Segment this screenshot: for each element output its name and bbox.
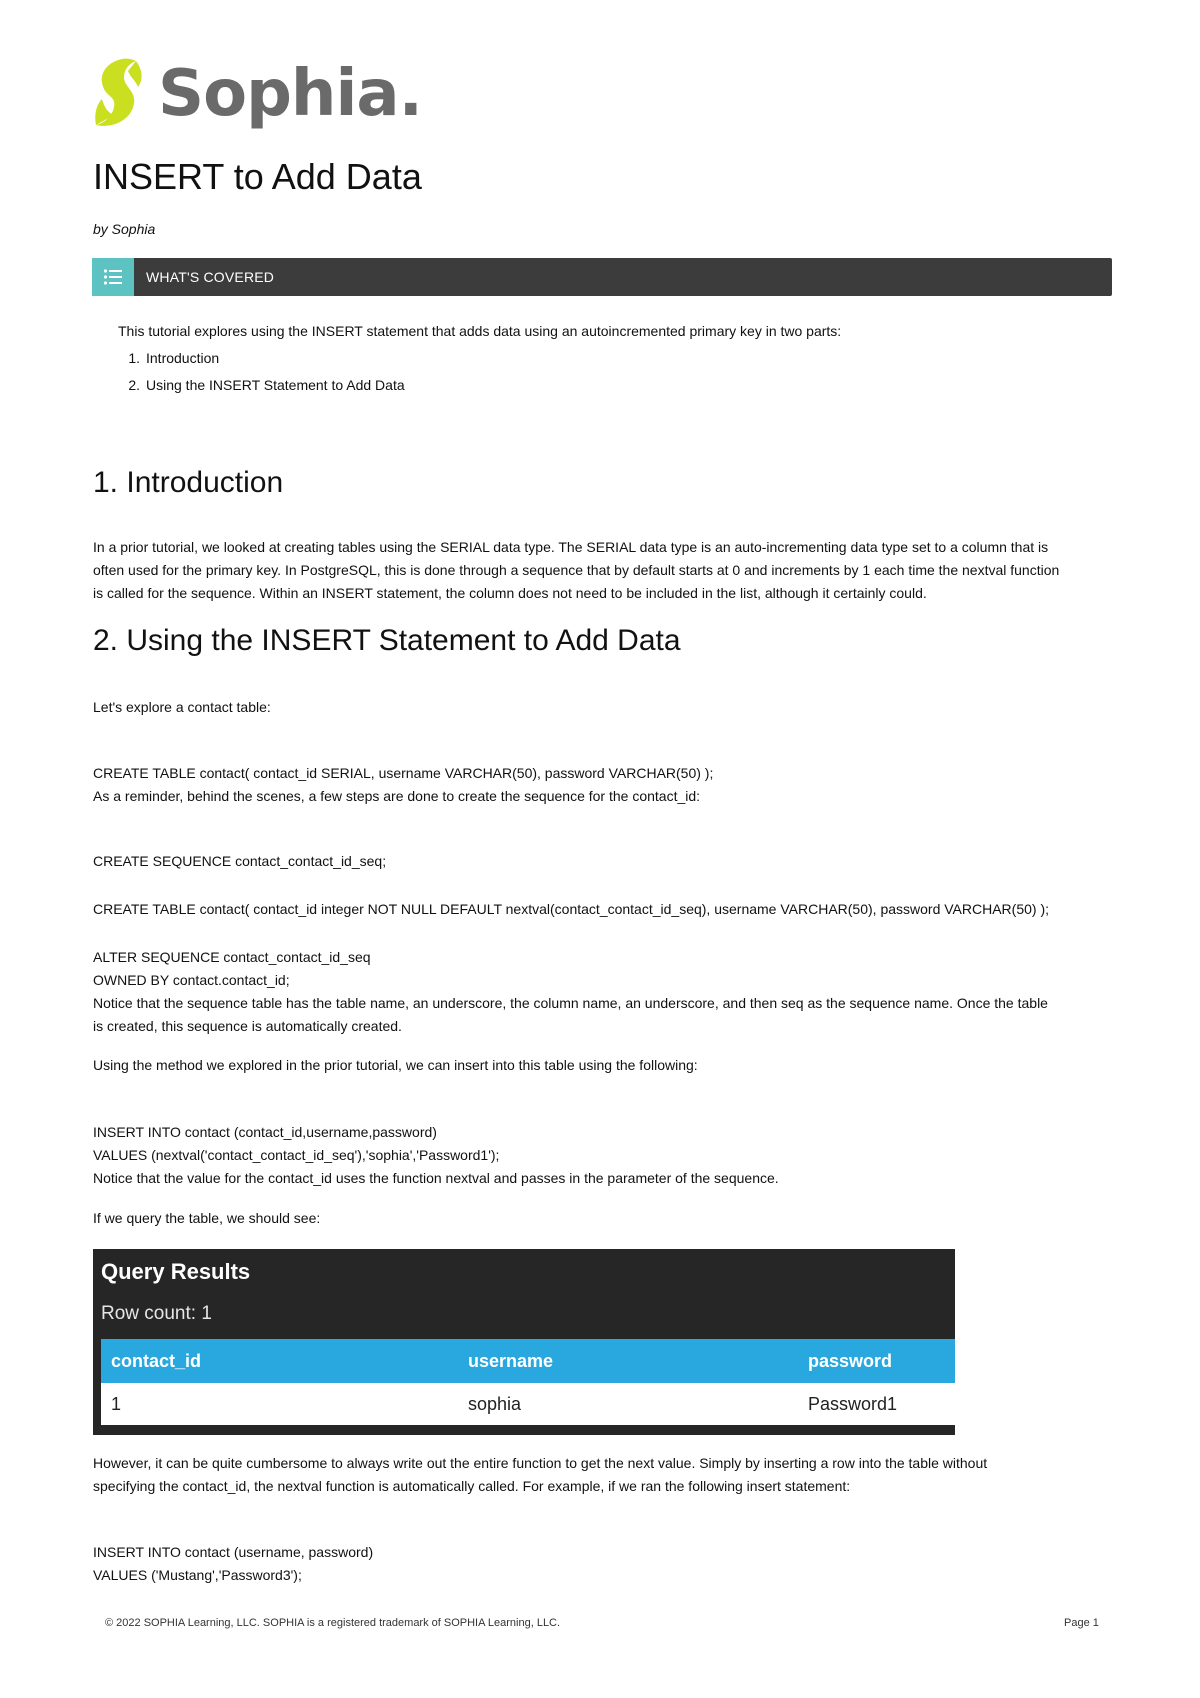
covered-intro: This tutorial explores using the INSERT statement that adds data using an autoincremented primary key in two parts: <box>118 323 842 339</box>
sophia-logo <box>92 54 422 134</box>
row-count: Row count: 1 <box>101 1303 212 1324</box>
column-header-username: username <box>458 1339 798 1383</box>
notice-sequence-text: Notice that the sequence table has the table name, an underscore, the column name, an underscore, and then seq as the sequence name. Once the table is created, this sequence is automatically created. <box>93 995 1048 1034</box>
column-header-password: password <box>798 1339 955 1383</box>
code-values-nextval: VALUES (nextval('contact_contact_id_seq'),'sophia','Password1'); <box>93 1147 500 1163</box>
whats-covered-bar <box>92 258 1112 296</box>
section-heading-introduction: 1. Introduction <box>93 466 284 499</box>
list-item: 1. Introduction <box>128 350 220 366</box>
covered-list <box>118 350 405 404</box>
column-header-contact-id: contact_id <box>101 1339 458 1383</box>
table-header-row <box>101 1339 955 1383</box>
query-results-panel <box>93 1249 955 1435</box>
code-create-sequence: CREATE SEQUENCE contact_contact_id_seq; <box>93 853 387 869</box>
however-paragraph: However, it can be quite cumbersome to always write out the entire function to get the next value. Simply by inserting a row into the table without specifying the contact_id, the nextval function is automatically called. For example, if we ran the following insert statement: <box>93 1455 988 1494</box>
code-alter-sequence: ALTER SEQUENCE contact_contact_id_seq <box>93 949 371 965</box>
code-insert-mustang: INSERT INTO contact (username, password) <box>93 1544 374 1560</box>
code-create-table-default: CREATE TABLE contact( contact_id integer NOT NULL DEFAULT nextval(contact_contact_id_seq), username VARCHAR(50), password VARCHAR(50) ); <box>93 901 1050 917</box>
explore-text: Let's explore a contact table: <box>93 699 271 715</box>
section-heading-using-insert: 2. Using the INSERT Statement to Add Data <box>93 624 681 657</box>
sophia-mark-icon <box>92 57 148 131</box>
query-results-title: Query Results <box>101 1259 251 1284</box>
method-text: Using the method we explored in the prior tutorial, we can insert into this table using the following: <box>93 1057 698 1073</box>
sophia-wordmark: Sophia. <box>158 57 422 131</box>
code-create-table: CREATE TABLE contact( contact_id SERIAL, username VARCHAR(50), password VARCHAR(50) ); <box>93 765 714 781</box>
reminder-text: As a reminder, behind the scenes, a few steps are done to create the sequence for the contact_id: <box>93 788 701 804</box>
list-item: 2. Using the INSERT Statement to Add Data <box>128 377 405 393</box>
cell-contact-id: 1 <box>101 1383 458 1425</box>
whats-covered-label: WHAT'S COVERED <box>146 269 275 285</box>
list-icon <box>92 258 134 296</box>
table-row <box>101 1383 955 1425</box>
footer-copyright: © 2022 SOPHIA Learning, LLC. SOPHIA is a registered trademark of SOPHIA Learning, LLC. <box>105 1617 561 1629</box>
code-owned-by: OWNED BY contact.contact_id; <box>93 972 290 988</box>
query-results-table <box>101 1339 955 1425</box>
byline: by Sophia <box>93 221 156 237</box>
footer-page-number: Page 1 <box>1064 1617 1099 1629</box>
code-insert-nextval: INSERT INTO contact (contact_id,username,password) <box>93 1124 437 1140</box>
code-values-mustang: VALUES ('Mustang','Password3'); <box>93 1567 302 1583</box>
introduction-paragraph: In a prior tutorial, we looked at creating tables using the SERIAL data type. The SERIAL data type is an auto-incrementing data type set to a column that is often used for the primary key. In PostgreSQL, this is done through a sequence that by default starts at 0 and increments by 1 each time the nextval function is called for the sequence. Within an INSERT statement, the column does not need to be included in the list, although it certainly could. <box>93 539 1060 601</box>
cell-password: Password1 <box>798 1383 955 1425</box>
page-title: INSERT to Add Data <box>93 156 422 197</box>
query-intro-text: If we query the table, we should see: <box>93 1210 321 1226</box>
notice-nextval-text: Notice that the value for the contact_id uses the function nextval and passes in the parameter of the sequence. <box>93 1170 779 1186</box>
cell-username: sophia <box>458 1383 798 1425</box>
